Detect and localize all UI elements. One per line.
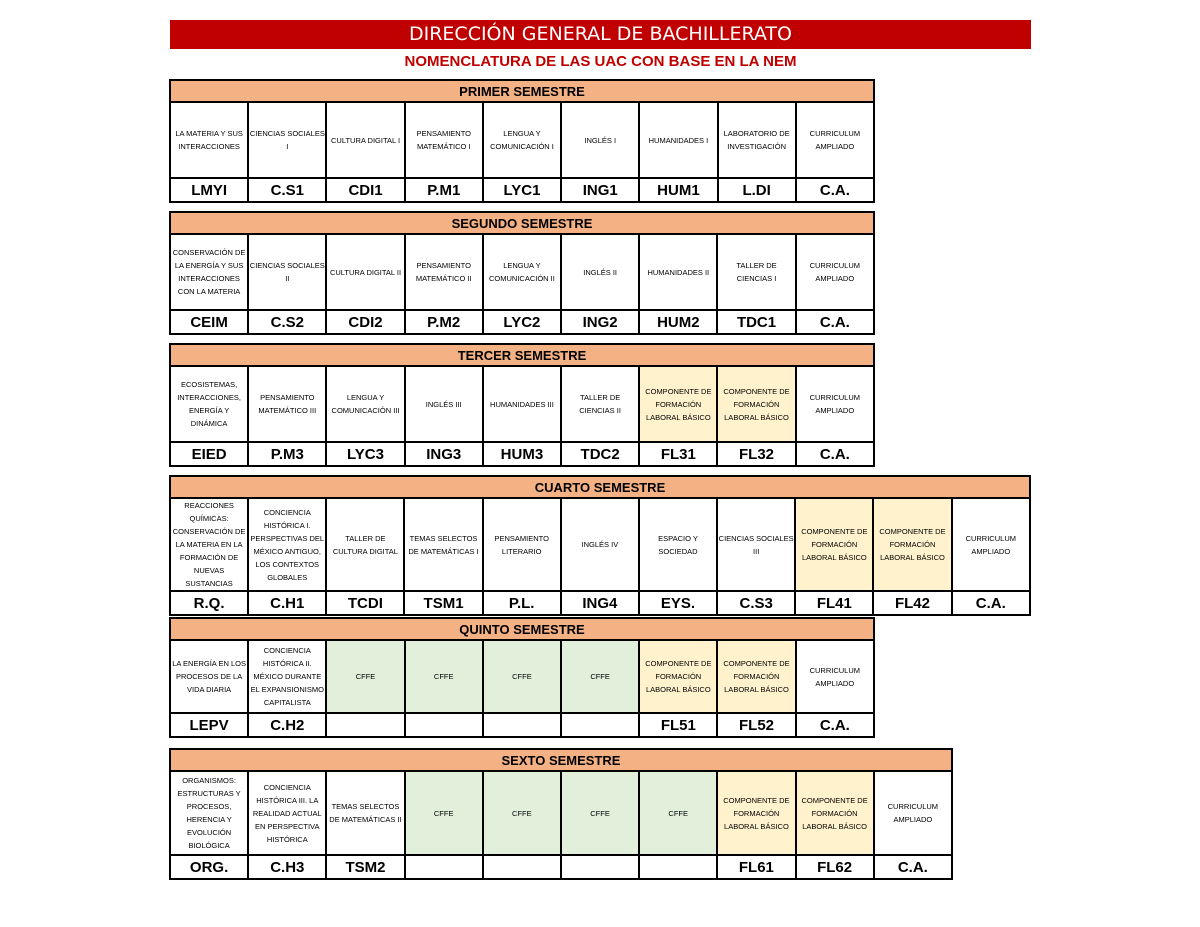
subject-name: CONSERVACIÓN DE LA ENERGÍA Y SUS INTERACCIONES CON LA MATERIA bbox=[170, 234, 248, 310]
subject-code: LYC2 bbox=[483, 310, 561, 334]
subject-code: TDC1 bbox=[717, 310, 795, 334]
subject-code bbox=[405, 713, 483, 737]
subject-code: CDI1 bbox=[326, 178, 404, 202]
semester-table-3 bbox=[169, 343, 875, 467]
subject-code: FL32 bbox=[717, 442, 795, 466]
subject-name: HUMANIDADES II bbox=[639, 234, 717, 310]
subject-name: COMPONENTE DE FORMACIÓN LABORAL BÁSICO bbox=[717, 366, 795, 442]
subject-code: TSM2 bbox=[326, 855, 404, 879]
subject-code: C.S2 bbox=[248, 310, 326, 334]
subject-name: INGLÉS II bbox=[561, 234, 639, 310]
subject-code bbox=[326, 713, 404, 737]
subject-code: C.A. bbox=[952, 591, 1030, 615]
semester-header: CUARTO SEMESTRE bbox=[170, 476, 1030, 498]
subject-code bbox=[561, 713, 639, 737]
subject-name: CFFE bbox=[483, 640, 561, 713]
subject-name: CULTURA DIGITAL II bbox=[326, 234, 404, 310]
subject-code: TCDI bbox=[326, 591, 404, 615]
subject-code: FL42 bbox=[873, 591, 951, 615]
subject-name: INGLÉS I bbox=[561, 102, 639, 178]
subject-name: CURRICULUM AMPLIADO bbox=[796, 234, 874, 310]
semester-table-4 bbox=[169, 475, 1031, 616]
semester-header: SEGUNDO SEMESTRE bbox=[170, 212, 874, 234]
subject-code: ORG. bbox=[170, 855, 248, 879]
subject-code: C.H2 bbox=[248, 713, 326, 737]
subject-code bbox=[483, 713, 561, 737]
subject-code: P.M1 bbox=[405, 178, 483, 202]
subject-name: CURRICULUM AMPLIADO bbox=[796, 640, 874, 713]
subject-code: C.A. bbox=[796, 713, 874, 737]
subject-name: PENSAMIENTO LITERARIO bbox=[483, 498, 561, 591]
subject-code: FL52 bbox=[717, 713, 795, 737]
subject-name: CONCIENCIA HISTÓRICA II. MÉXICO DURANTE EL EXPANSIONISMO CAPITALISTA bbox=[248, 640, 326, 713]
subject-code bbox=[483, 855, 561, 879]
subject-code: P.M2 bbox=[405, 310, 483, 334]
subject-code: HUM2 bbox=[639, 310, 717, 334]
subject-code: TDC2 bbox=[561, 442, 639, 466]
subject-code: ING4 bbox=[561, 591, 639, 615]
subject-name: CONCIENCIA HISTÓRICA III. LA REALIDAD ACTUAL EN PERSPECTIVA HISTÓRICA bbox=[248, 771, 326, 855]
subject-name: CFFE bbox=[561, 640, 639, 713]
subject-name: LABORATORIO DE INVESTIGACIÓN bbox=[718, 102, 796, 178]
subject-name: INGLÉS IV bbox=[561, 498, 639, 591]
subject-name: LENGUA Y COMUNICACIÓN I bbox=[483, 102, 561, 178]
subject-name: LENGUA Y COMUNICACIÓN II bbox=[483, 234, 561, 310]
subject-name: CULTURA DIGITAL I bbox=[326, 102, 404, 178]
subject-name: PENSAMIENTO MATEMÁTICO II bbox=[405, 234, 483, 310]
subject-name: ECOSISTEMAS, INTERACCIONES, ENERGÍA Y DINÁMICA bbox=[170, 366, 248, 442]
subject-code: FL31 bbox=[639, 442, 717, 466]
subject-name: COMPONENTE DE FORMACIÓN LABORAL BÁSICO bbox=[717, 640, 795, 713]
subject-name: TALLER DE CIENCIAS II bbox=[561, 366, 639, 442]
document-title: DIRECCIÓN GENERAL DE BACHILLERATO bbox=[170, 20, 1031, 49]
subject-name: TEMAS SELECTOS DE MATEMÁTICAS II bbox=[326, 771, 404, 855]
semester-table-1 bbox=[169, 79, 875, 203]
subject-name: CFFE bbox=[405, 771, 483, 855]
subject-name: REACCIONES QUÍMICAS: CONSERVACIÓN DE LA MATERIA EN LA FORMACIÓN DE NUEVAS SUSTANCIAS bbox=[170, 498, 248, 591]
subject-code: FL51 bbox=[639, 713, 717, 737]
subject-name: CFFE bbox=[483, 771, 561, 855]
subject-code bbox=[561, 855, 639, 879]
semester-header: QUINTO SEMESTRE bbox=[170, 618, 874, 640]
subject-code: EIED bbox=[170, 442, 248, 466]
subject-code: C.S3 bbox=[717, 591, 795, 615]
subject-code: P.L. bbox=[483, 591, 561, 615]
subject-name: PENSAMIENTO MATEMÁTICO I bbox=[405, 102, 483, 178]
subject-code: ING2 bbox=[561, 310, 639, 334]
subject-code: L.DI bbox=[718, 178, 796, 202]
semester-table-6 bbox=[169, 748, 953, 880]
semester-table-5 bbox=[169, 617, 875, 738]
subject-name: TALLER DE CIENCIAS I bbox=[717, 234, 795, 310]
subject-name: CIENCIAS SOCIALES II bbox=[248, 234, 326, 310]
subject-code: C.S1 bbox=[248, 178, 326, 202]
subject-code: FL61 bbox=[717, 855, 795, 879]
subject-code: EYS. bbox=[639, 591, 717, 615]
subject-name: TALLER DE CULTURA DIGITAL bbox=[326, 498, 404, 591]
document-subtitle: NOMENCLATURA DE LAS UAC CON BASE EN LA NEM bbox=[404, 53, 797, 70]
subject-name: CFFE bbox=[561, 771, 639, 855]
subject-code: HUM1 bbox=[639, 178, 717, 202]
subject-code bbox=[639, 855, 717, 879]
subject-code: LEPV bbox=[170, 713, 248, 737]
subject-name: COMPONENTE DE FORMACIÓN LABORAL BÁSICO bbox=[639, 366, 717, 442]
subject-name: CURRICULUM AMPLIADO bbox=[874, 771, 952, 855]
subject-name: ORGANISMOS: ESTRUCTURAS Y PROCESOS, HERENCIA Y EVOLUCIÓN BIOLÓGICA bbox=[170, 771, 248, 855]
subject-name: CFFE bbox=[405, 640, 483, 713]
subject-code: C.H3 bbox=[248, 855, 326, 879]
subject-name: CIENCIAS SOCIALES I bbox=[248, 102, 326, 178]
subject-name: COMPONENTE DE FORMACIÓN LABORAL BÁSICO bbox=[639, 640, 717, 713]
subject-name: HUMANIDADES III bbox=[483, 366, 561, 442]
subject-code bbox=[405, 855, 483, 879]
subject-name: CFFE bbox=[639, 771, 717, 855]
subject-code: FL41 bbox=[795, 591, 873, 615]
subject-name: COMPONENTE DE FORMACIÓN LABORAL BÁSICO bbox=[796, 771, 874, 855]
subject-name: CFFE bbox=[326, 640, 404, 713]
subject-name: LENGUA Y COMUNICACIÓN III bbox=[326, 366, 404, 442]
subject-name: ESPACIO Y SOCIEDAD bbox=[639, 498, 717, 591]
subject-name: LA ENERGÍA EN LOS PROCESOS DE LA VIDA DIARIA bbox=[170, 640, 248, 713]
subject-name: TEMAS SELECTOS DE MATEMÁTICAS I bbox=[404, 498, 482, 591]
subject-name: COMPONENTE DE FORMACIÓN LABORAL BÁSICO bbox=[717, 771, 795, 855]
subject-code: FL62 bbox=[796, 855, 874, 879]
subject-code: C.A. bbox=[796, 442, 874, 466]
subject-code: HUM3 bbox=[483, 442, 561, 466]
subject-name: INGLÉS III bbox=[405, 366, 483, 442]
subject-code: LMYI bbox=[170, 178, 248, 202]
subject-name: CURRICULUM AMPLIADO bbox=[952, 498, 1030, 591]
subject-name: CONCIENCIA HISTÓRICA I. PERSPECTIVAS DEL MÉXICO ANTIGUO, LOS CONTEXTOS GLOBALES bbox=[248, 498, 326, 591]
subject-code: ING3 bbox=[405, 442, 483, 466]
subject-code: P.M3 bbox=[248, 442, 326, 466]
subject-name: PENSAMIENTO MATEMÁTICO III bbox=[248, 366, 326, 442]
subject-code: R.Q. bbox=[170, 591, 248, 615]
semester-table-2 bbox=[169, 211, 875, 335]
subject-name: CURRICULUM AMPLIADO bbox=[796, 366, 874, 442]
subject-code: CDI2 bbox=[326, 310, 404, 334]
subject-code: CEIM bbox=[170, 310, 248, 334]
subject-code: LYC1 bbox=[483, 178, 561, 202]
semester-header: TERCER SEMESTRE bbox=[170, 344, 874, 366]
subject-name: HUMANIDADES I bbox=[639, 102, 717, 178]
subject-name: LA MATERIA Y SUS INTERACCIONES bbox=[170, 102, 248, 178]
semester-header: SEXTO SEMESTRE bbox=[170, 749, 952, 771]
subject-code: C.H1 bbox=[248, 591, 326, 615]
subject-name: CIENCIAS SOCIALES III bbox=[717, 498, 795, 591]
semester-header: PRIMER SEMESTRE bbox=[170, 80, 874, 102]
subject-code: C.A. bbox=[874, 855, 952, 879]
subject-code: C.A. bbox=[796, 178, 874, 202]
subject-code: ING1 bbox=[561, 178, 639, 202]
subject-code: C.A. bbox=[796, 310, 874, 334]
subject-code: LYC3 bbox=[326, 442, 404, 466]
subject-name: COMPONENTE DE FORMACIÓN LABORAL BÁSICO bbox=[795, 498, 873, 591]
subject-name: COMPONENTE DE FORMACIÓN LABORAL BÁSICO bbox=[873, 498, 951, 591]
subject-name: CURRICULUM AMPLIADO bbox=[796, 102, 874, 178]
subject-code: TSM1 bbox=[404, 591, 482, 615]
